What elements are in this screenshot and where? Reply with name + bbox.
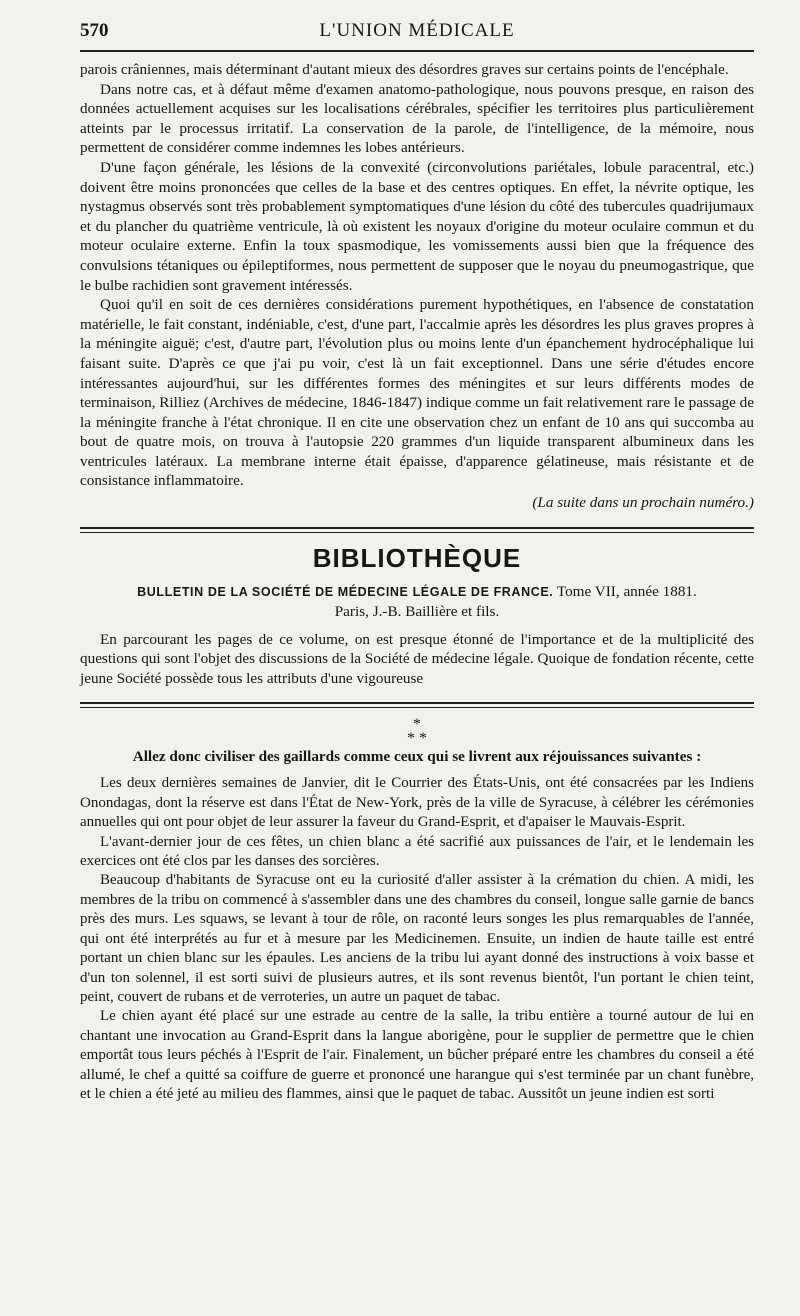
header-rule [80,50,754,52]
section-title: BIBLIOTHÈQUE [312,542,522,573]
continued-note: (La suite dans un prochain numéro.) [532,494,754,512]
asterism [80,718,754,746]
running-title: L'UNION MÉDICALE [319,20,515,41]
asterism-top: * [413,716,421,734]
notice-section [80,718,754,1104]
article-paragraph-4: Quoi qu'il en soit de ces dernières considérations purement hypothétiques, en l'absence de constatation matérielle, le fait constant, indéniable, c'est, d'une part, l'accalmie après les désordres les plus graves propres à la méningite aiguë; c'est, d'autre part, l'évolution plus ou moins lente d'un épanchement hydrocéphalique lui faisant suite. D'après ce que j'ai pu voir, c'est là un fait exceptionnel. Dans une série d'études encore intéressantes aujourd'hui, sur les différentes formes des méningites et sur leurs différents modes de terminaison, Rilliez (Archives de médecine, 1846-1847) indique comme un fait relativement rare le passage de la méningite franche à l'état chronique. Il en cite une observation chez un enfant de 10 ans qui succomba au bout de quatre mois, on trouva à l'autopsie 220 grammes d'un liquide transparent albumineux dans les ventricules latéraux. La membrane interne était épaisse, d'apparence gélatineuse, mais résistante et de consistance inflammatoire. [80,296,754,490]
bulletin-title: BULLETIN DE LA SOCIÉTÉ DE MÉDECINE LÉGALE DE FRANCE. [137,584,554,599]
article-continuation [80,60,754,513]
notice-paragraph-2: L'avant-dernier jour de ces fêtes, un chien blanc a été sacrifié aux puissances de l'air, et le lendemain les exercices ont été clos par les danses des sorcières. [80,833,754,870]
article-paragraph-3: D'une façon générale, les lésions de la convexité (circonvolutions pariétales, lobule paracentral, etc.) doivent être moins prononcées que celles de la base et des centres optiques. En effet, la névrite optique, les nystagmus observés sont très probablement symptomatiques d'une lésion du côté des tubercules quadrijumaux et du plancher du quatrième ventricule, là où existent les noyaux d'origine du moteur oculaire commun et du moteur oculaire externe. Enfin la toux spasmodique, les vomissements aussi bien que la fréquence des convulsions tétaniques ou épileptiformes, nous permettent de supposer que le noyau du pneumogastrique, que le bulbe rachidien sont gravement intéressés. [80,158,754,294]
page-number: 570 [80,20,109,41]
bibliotheque-paragraph: En parcourant les pages de ce volume, on est presque étonné de l'importance et de la multiplicité des questions qui sont l'objet des discussions de la Société de médecine légale. Quoique de fondation récente, cette jeune Société possède tous les attributs d'une vigoureuse [80,630,754,687]
article-paragraph-2: Dans notre cas, et à défaut même d'examen anatomo-pathologique, nous pouvons presque, en raison des données actuellement acquises sur les localisations cérébrales, spécifier les territoires plus particulièrement atteints par le processus irritatif. La conservation de la parole, de l'intelligence, de la mémoire, nous permettent de considérer comme indemnes les lobes antérieurs. [80,80,754,157]
bibliotheque-section [80,543,754,689]
bulletin-reference [80,582,754,622]
notice-paragraph-1: Les deux dernières semaines de Janvier, dit le Courrier des États-Unis, ont été consacrées par les Indiens Onondagas, dont la réserve est dans l'État de New-York, près de la ville de Syracuse, à célébrer les cérémonies annuelles qui ont pour objet de leur assurer la faveur du Grand-Esprit, et d'apaiser le Mauvais-Esprit. [80,775,754,831]
notice-headline: Allez donc civiliser des gaillards comme ceux qui se livrent aux réjouissances suivantes : [132,748,702,766]
notice-paragraph-3: Beaucoup d'habitants de Syracuse ont eu la curiosité d'aller assister à la crémation du chien. A midi, les membres de la tribu on commencé à s'assembler dans une des chambres du conseil, longue salle garnie de bancs près des murs. Les squaws, se levant à tour de rôle, on raconté leurs songes les plus remarquables de l'année, qui ont été interprétés au fur et à mesure par les Medicinemen. Ensuite, un indien de haute taille est entré portant un chien blanc sur les épaules. Les anciens de la tribu lui ayant donné des instructions à voix basse et d'un ton solennel, il est sorti suivi de plusieurs autres, et ils sont revenus bientôt, l'un portant le chien teint, peint, couvert de rubans et de verroteries, un autre un paquet de tabac. [80,872,754,1005]
page-header [80,18,754,46]
section-divider [80,527,754,533]
asterism-bottom: * * [407,730,427,748]
article-paragraph-1: parois crâniennes, mais déterminant d'autant mieux des désordres graves sur certains points de l'encéphale. [80,61,729,78]
bulletin-volume: Tome VII, année 1881. [556,582,697,600]
notice-divider [80,702,754,708]
notice-paragraph-4: Le chien ayant été placé sur une estrade au centre de la salle, la tribu entière a tourné autour de lui en chantant une invocation au Grand-Esprit dans la langue aborigène, pour le supplier de permettre que le chien emportât tous leurs péchés à l'Esprit de l'air. Finalement, un bûcher préparé entre les chambres du conseil a été allumé, le chef a quitté sa coiffure de guerre et prononcé une harangue qui s'est terminée par un chant funèbre, et le chien a été jeté au milieu des flammes, ainsi que le paquet de tabac. Aussitôt un jeune indien est sorti [80,1008,754,1102]
bulletin-publisher: Paris, J.-B. Baillière et fils. [334,602,500,620]
page-body [80,60,754,1104]
